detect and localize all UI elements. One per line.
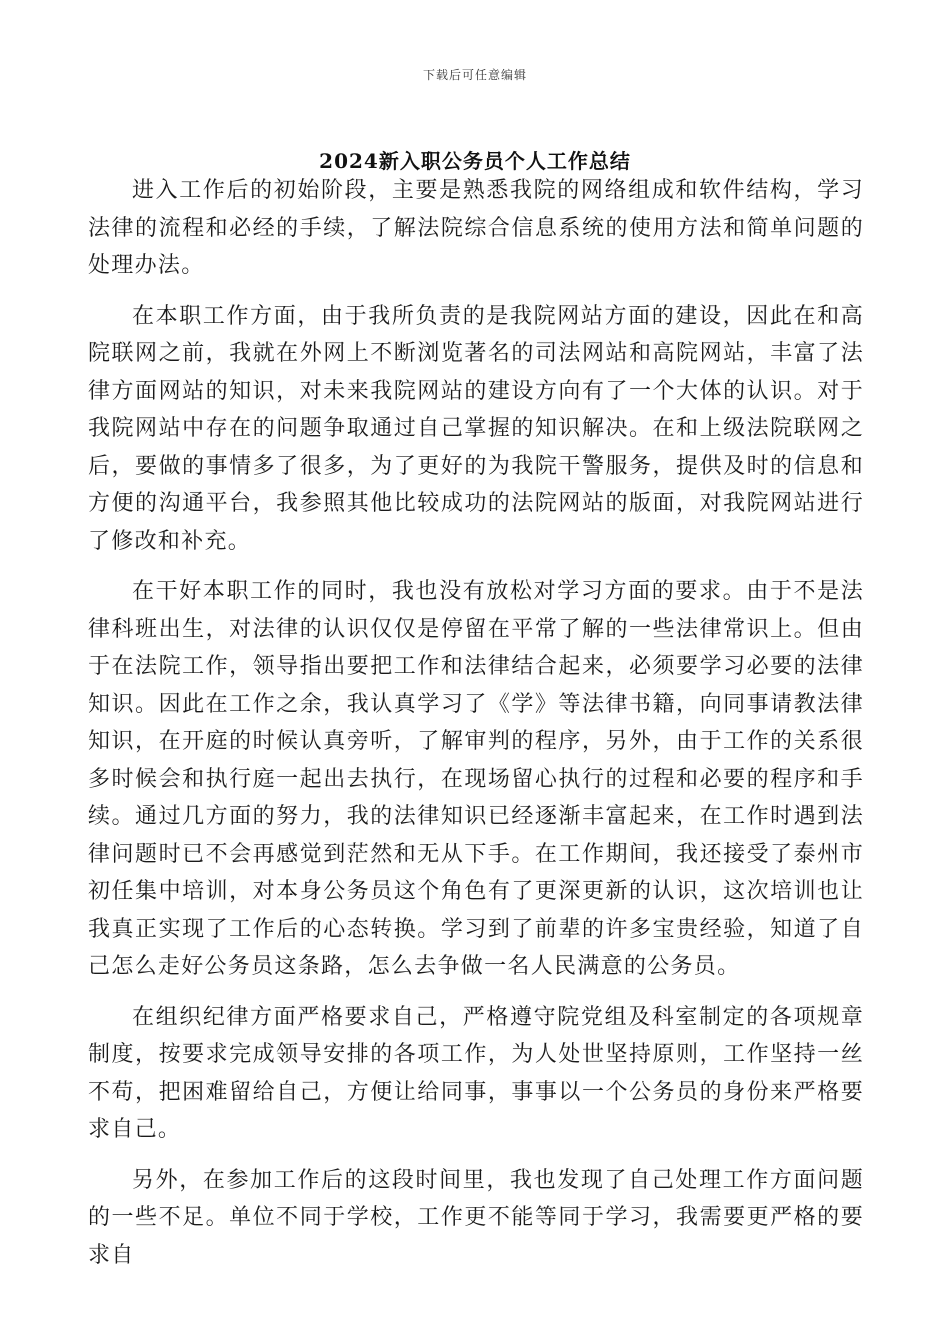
paragraph-5: 另外，在参加工作后的这段时间里，我也发现了自己处理工作方面问题的一些不足。单位不同于学校，工作更不能等同于学习，我需要更严格的要求自 <box>88 1167 864 1268</box>
document-title: 2024新入职公务员个人工作总结 <box>319 149 631 173</box>
header-note: 下载后可任意编辑 <box>422 68 527 82</box>
paragraph-1: 进入工作后的初始阶段，主要是熟悉我院的网络组成和软件结构，学习法律的流程和必经的手续，了解法院综合信息系统的使用方法和简单问题的处理办法。 <box>88 178 864 278</box>
paragraph-4: 在组织纪律方面严格要求自己，严格遵守院党组及科室制定的各项规章制度，按要求完成领导安排的各项工作，为人处世坚持原则，工作坚持一丝不苟，把困难留给自己，方便让给同事，事事以一个公务员的身份来严格要求自己。 <box>88 1004 864 1142</box>
paragraph-3: 在干好本职工作的同时，我也没有放松对学习方面的要求。由于不是法律科班出生，对法律的认识仅仅是停留在平常了解的一些法律常识上。但由于在法院工作，领导指出要把工作和法律结合起来，必须要学习必要的法律知识。因此在工作之余，我认真学习了《学》等法律书籍，向同事请教法律知识，在开庭的时候认真旁听，了解审判的程序，另外，由于工作的关系很多时候会和执行庭一起出去执行，在现场留心执行的过程和必要的程序和手续。通过几方面的努力，我的法律知识已经逐渐丰富起来，在工作时遇到法律问题时已不会再感觉到茫然和无从下手。在工作期间，我还接受了泰州市初任集中培训，对本身公务员这个角色有了更深更新的认识，这次培训也让我真正实现了工作后的心态转换。学习到了前辈的许多宝贵经验，知道了自己怎么走好公务员这条路，怎么去争做一名人民满意的公务员。 <box>88 579 864 979</box>
paragraph-2: 在本职工作方面，由于我所负责的是我院网站方面的建设，因此在和高院联网之前，我就在外网上不断浏览著名的司法网站和高院网站，丰富了法律方面网站的知识，对未来我院网站的建设方向有了一个大体的认识。对于我院网站中存在的问题争取通过自己掌握的知识解决。在和上级法院联网之后，要做的事情多了很多，为了更好的为我院干警服务，提供及时的信息和方便的沟通平台，我参照其他比较成功的法院网站的版面，对我院网站进行了修改和补充。 <box>88 303 864 554</box>
document-body <box>88 172 864 1287</box>
